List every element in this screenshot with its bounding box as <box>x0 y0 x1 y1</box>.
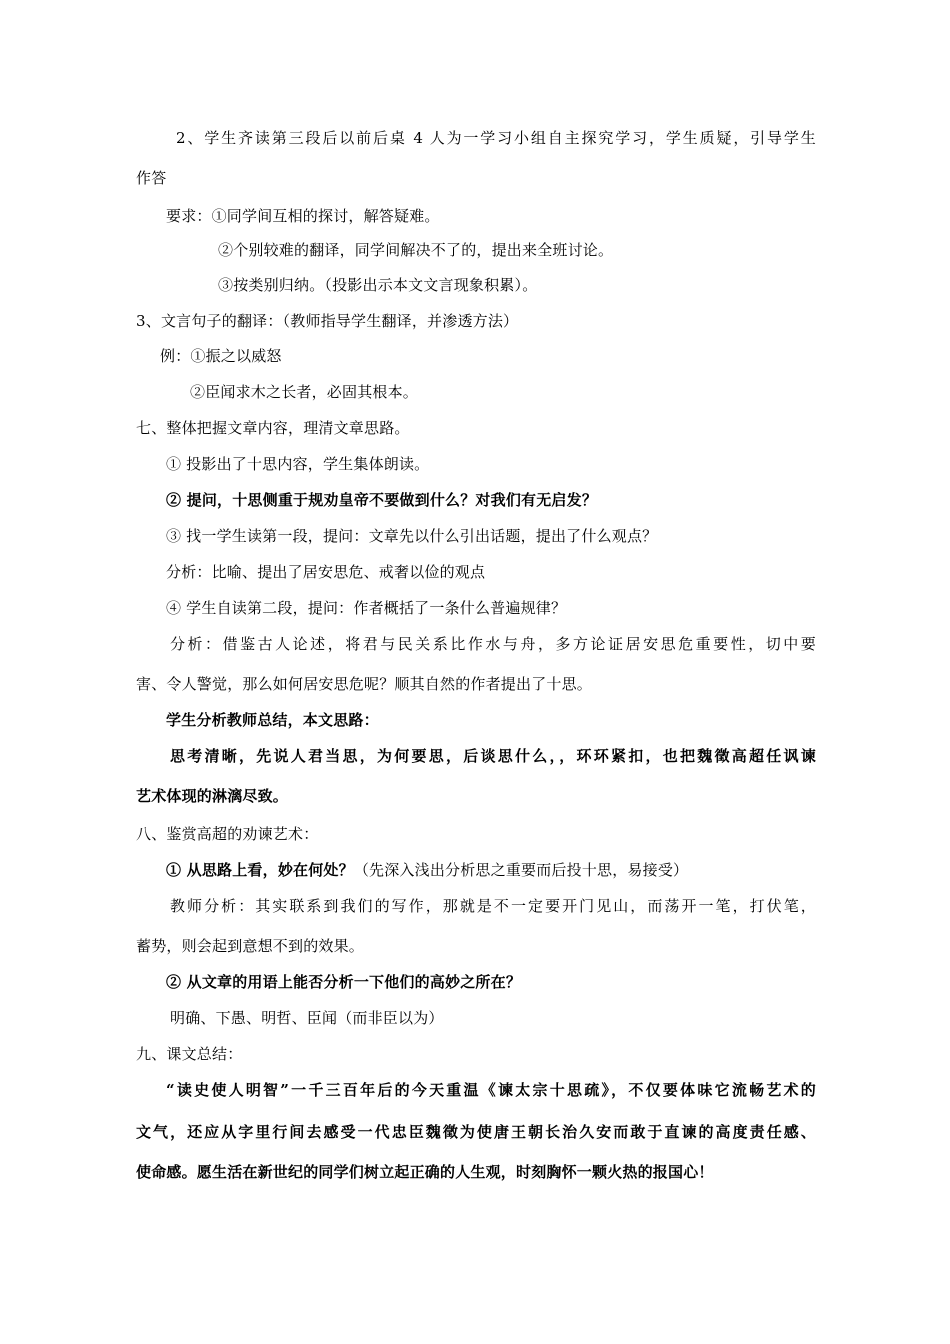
paragraph-line: 分析：比喻、提出了居安思危、戒奢以俭的观点 <box>166 563 486 581</box>
paragraph-line: 明确、下愚、明哲、臣闻（而非臣以为） <box>170 1009 444 1027</box>
paragraph-line <box>166 860 688 880</box>
paragraph-line: ③ 找一学生读第一段，提问：文章先以什么引出话题，提出了什么观点？ <box>166 527 658 545</box>
paragraph-line: ③按类别归纳。（投影出示本文文言现象积累）。 <box>218 276 538 294</box>
paragraph-line: 例：①振之以威怒 <box>160 347 282 365</box>
paragraph-line: 害、令人警觉，那么如何居安思危呢？顺其自然的作者提出了十思。 <box>136 675 593 693</box>
paragraph-line: ① 投影出了十思内容，学生集体朗读。 <box>166 455 430 473</box>
paragraph-line: 蓄势，则会起到意想不到的效果。 <box>136 937 365 955</box>
paragraph-line: 学生分析教师总结，本文思路： <box>166 711 379 729</box>
paragraph-line: 文气，还应从字里行间去感受一代忠臣魏徵为使唐王朝长治久安而敢于直谏的高度责任感、 <box>136 1123 816 1141</box>
paragraph-line: 教师分析：其实联系到我们的写作，那就是不一定要开门见山，而荡开一笔，打伏笔， <box>170 897 816 915</box>
paragraph-line: 分析：借鉴古人论述，将君与民关系比作水与舟，多方论证居安思危重要性，切中要 <box>170 635 816 653</box>
paragraph-line: 2、学生齐读第三段后以前后桌 4 人为一学习小组自主探究学习，学生质疑，引导学生 <box>176 129 816 147</box>
question-note: （先深入浅出分析思之重要而后投十思，易接受） <box>353 861 689 879</box>
paragraph-line: 要求：①同学间互相的探讨，解答疑难。 <box>166 207 440 225</box>
paragraph-line: 3、文言句子的翻译：（教师指导学生翻译，并渗透方法） <box>136 312 519 330</box>
paragraph-line: ②臣闻求木之长者，必固其根本。 <box>190 383 419 401</box>
paragraph-line: 艺术体现的淋漓尽致。 <box>136 787 289 805</box>
section-heading: 七、整体把握文章内容，理清文章思路。 <box>136 419 410 437</box>
section-heading: 九、课文总结： <box>136 1045 243 1063</box>
paragraph-line: 思考清晰，先说人君当思，为何要思，后谈思什么，，环环紧扣，也把魏徵高超任讽谏 <box>170 747 816 765</box>
paragraph-line: ② 提问，十思侧重于规劝皇帝不要做到什么？对我们有无启发？ <box>166 491 598 509</box>
section-heading: 八、鉴赏高超的劝谏艺术： <box>136 825 319 843</box>
paragraph-line: ② 从文章的用语上能否分析一下他们的高妙之所在？ <box>166 973 522 991</box>
paragraph-line: 作答 <box>136 169 167 187</box>
question-text: ① 从思路上看，妙在何处？ <box>166 861 354 879</box>
paragraph-line: “读史使人明智”一千三百年后的今天重温《谏太宗十思疏》，不仅要体味它流畅艺术的 <box>166 1081 816 1099</box>
paragraph-line: ④ 学生自读第二段，提问：作者概括了一条什么普遍规律？ <box>166 599 567 617</box>
paragraph-line: ②个别较难的翻译，同学间解决不了的，提出来全班讨论。 <box>218 241 614 259</box>
paragraph-line: 使命感。愿生活在新世纪的同学们树立起正确的人生观，时刻胸怀一颗火热的报国心！ <box>136 1163 714 1181</box>
